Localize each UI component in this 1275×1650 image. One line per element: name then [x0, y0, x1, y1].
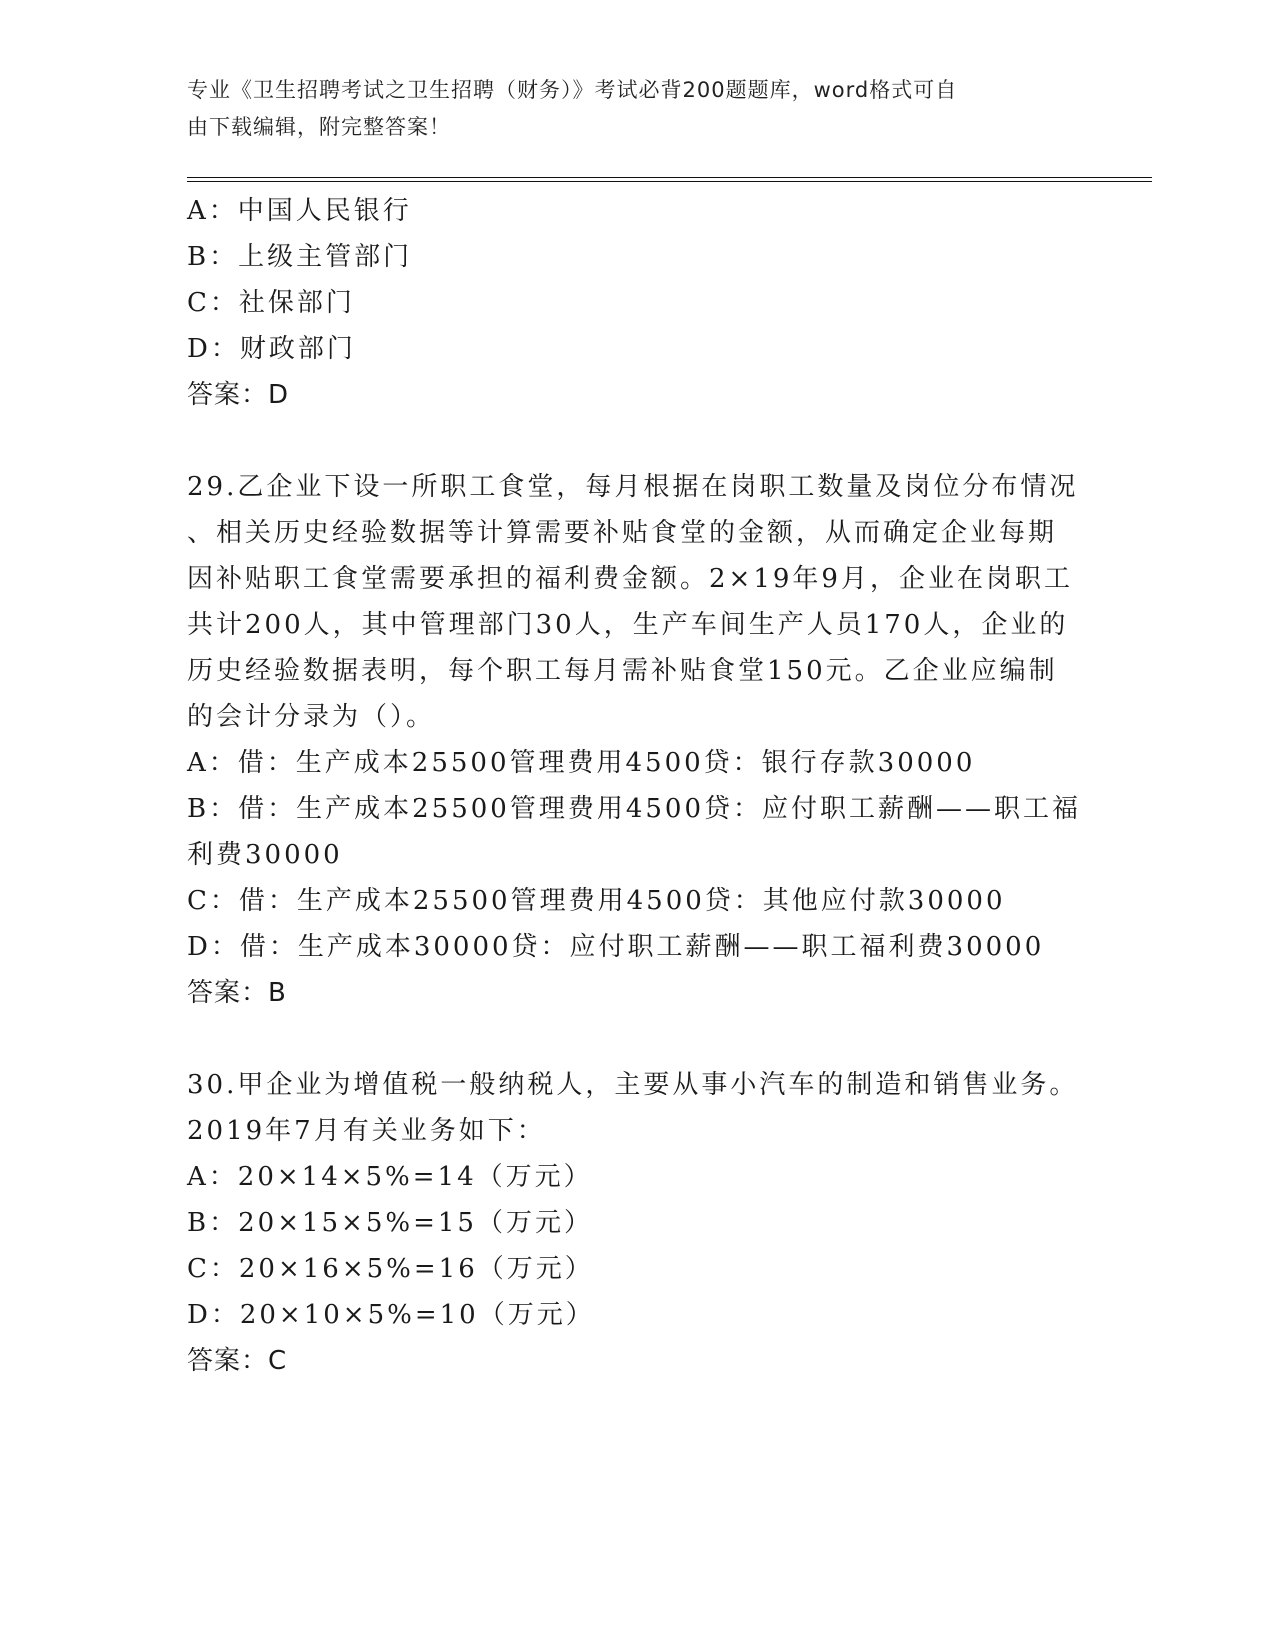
question-stem-line: 30.甲企业为增值税一般纳税人，主要从事小汽车的制造和销售业务。	[187, 1070, 1079, 1100]
question-stem-line: 的会计分录为（）。	[187, 702, 436, 732]
option-b-continued: 利费30000	[187, 840, 343, 870]
question-stem-line: 共计200人，其中管理部门30人，生产车间生产人员170人，企业的	[187, 610, 1069, 640]
answer: 答案：C	[187, 1346, 288, 1376]
option-b: B：上级主管部门	[187, 242, 413, 272]
question-30	[187, 1062, 1087, 1384]
question-stem-line: 29.乙企业下设一所职工食堂，每月根据在岗职工数量及岗位分布情况	[187, 472, 1079, 502]
header-line-2: 由下载编辑，附完整答案！	[187, 115, 451, 139]
answer: 答案：B	[187, 978, 287, 1008]
spacer	[187, 418, 1087, 464]
option-a: A：借：生产成本25500管理费用4500贷：银行存款30000	[187, 748, 976, 778]
header-line-1: 专业《卫生招聘考试之卫生招聘（财务）》考试必背200题题库，word格式可自	[187, 78, 958, 102]
option-d: D：财政部门	[187, 334, 356, 364]
option-a: A：中国人民银行	[187, 196, 412, 226]
option-b: B：借：生产成本25500管理费用4500贷：应付职工薪酬——职工福	[187, 794, 1081, 824]
header-divider-top	[187, 177, 1152, 178]
header-divider-bottom	[187, 181, 1152, 182]
question-stem-line: 2019年7月有关业务如下：	[187, 1116, 546, 1146]
question-stem-line: 因补贴职工食堂需要承担的福利费金额。2×19年9月，企业在岗职工	[187, 564, 1073, 594]
answer: 答案：D	[187, 380, 290, 410]
question-28	[187, 188, 1087, 418]
question-content	[187, 188, 1087, 1384]
option-b: B：20×15×5%=15（万元）	[187, 1208, 593, 1238]
option-c: C：借：生产成本25500管理费用4500贷：其他应付款30000	[187, 886, 1006, 916]
option-c: C：社保部门	[187, 288, 355, 318]
spacer	[187, 1016, 1087, 1062]
option-a: A：20×14×5%=14（万元）	[187, 1162, 593, 1192]
option-c: C：20×16×5%=16（万元）	[187, 1254, 594, 1284]
question-stem-line: 、相关历史经验数据等计算需要补贴食堂的金额，从而确定企业每期	[187, 518, 1058, 548]
option-d: D：20×10×5%=10（万元）	[187, 1300, 595, 1330]
option-d: D：借：生产成本30000贷：应付职工薪酬——职工福利费30000	[187, 932, 1045, 962]
question-stem-line: 历史经验数据表明，每个职工每月需补贴食堂150元。乙企业应编制	[187, 656, 1058, 686]
question-29	[187, 464, 1087, 1016]
document-header	[187, 72, 1087, 146]
